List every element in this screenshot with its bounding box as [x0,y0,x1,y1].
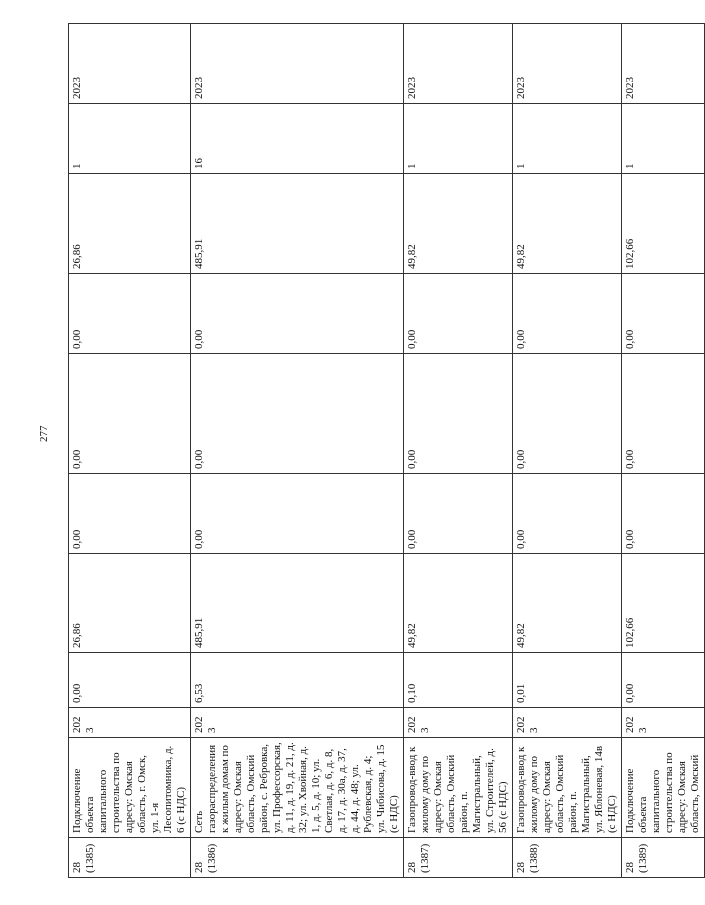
object-name: Газопровод-ввод к жилому дому по адресу: Омская область, Омский район, п. Магистральный, ул. Яблоневая, 14в (с НДС) [513,738,622,838]
value-cell: 0,00 [622,354,705,474]
value-cell: 0,00 [404,354,513,474]
year-cell: 2023 [69,708,191,738]
year-cell: 2023 [404,708,513,738]
table-row [513,24,622,878]
value-cell: 6,53 [191,653,404,708]
quantity-cell: 16 [191,104,404,174]
value-cell: 0,10 [404,653,513,708]
object-name: Газопровод-ввод к жилому дому по адресу: Омская область, Омский район, п. Магистральный, ул. Строителей, д. 56 (с НДС) [404,738,513,838]
value-cell: 26,86 [69,174,191,274]
value-cell: 49,82 [404,554,513,653]
object-name: Подключение объекта капитального строительства по адресу: Омская область, г. Омск, ул. 1-я Лесопитомника, д. 6 (с НДС) [69,738,191,838]
row-number: 28 (1385) [69,838,191,878]
value-cell: 0,00 [69,274,191,354]
quantity-cell: 1 [513,104,622,174]
value-cell: 0,00 [191,474,404,554]
start-year-cell: 2023 [69,24,191,104]
object-name: Подключение объекта капитального строительства по адресу: Омская область, Омский [622,738,705,838]
value-cell: 0,00 [191,354,404,474]
value-cell: 0,00 [191,274,404,354]
value-cell: 0,00 [622,274,705,354]
value-cell: 0,00 [69,474,191,554]
start-year-cell: 2023 [404,24,513,104]
page-number: 277 [38,425,50,442]
value-cell: 49,82 [404,174,513,274]
year-cell: 2023 [513,708,622,738]
start-year-cell: 2023 [191,24,404,104]
value-cell: 0,00 [69,354,191,474]
row-number: 28 (1389) [622,838,705,878]
table-row [622,24,705,878]
row-number: 28 (1387) [404,838,513,878]
value-cell: 0,01 [513,653,622,708]
table-row [191,24,404,878]
value-cell: 49,82 [513,174,622,274]
value-cell: 485,91 [191,174,404,274]
quantity-cell: 1 [69,104,191,174]
value-cell: 49,82 [513,554,622,653]
year-cell: 2023 [622,708,705,738]
row-number: 28 (1386) [191,838,404,878]
value-cell: 485,91 [191,554,404,653]
value-cell: 0,00 [404,274,513,354]
start-year-cell: 2023 [622,24,705,104]
value-cell: 0,00 [513,474,622,554]
value-cell: 102,66 [622,554,705,653]
quantity-cell: 1 [622,104,705,174]
value-cell: 0,00 [404,474,513,554]
object-name: Сеть газораспределения к жилым домам по адресу: Омская область, Омский район, с. Ребровка, ул. Профессорская, д. 11, д. 19, д. 21, д. 32; ул. Хвойная, д. 1, д. 5, д. 10; ул. Светлая, д. 6, д. 8, д. 17, д. 30а, д. 37, д. 44, д. 48; ул. Рублевская, д. 4; ул. Чибисова, д. 15 (с НДС) [191,738,404,838]
value-cell: 0,00 [622,653,705,708]
rotated-table-wrapper [68,24,701,878]
quantity-cell: 1 [404,104,513,174]
value-cell: 102,66 [622,174,705,274]
start-year-cell: 2023 [513,24,622,104]
table-row [404,24,513,878]
year-cell: 2023 [191,708,404,738]
value-cell: 26,86 [69,554,191,653]
row-number: 28 (1388) [513,838,622,878]
value-cell: 0,00 [69,653,191,708]
investment-program-table [68,23,705,878]
value-cell: 0,00 [513,274,622,354]
value-cell: 0,00 [622,474,705,554]
table-row [69,24,191,878]
value-cell: 0,00 [513,354,622,474]
